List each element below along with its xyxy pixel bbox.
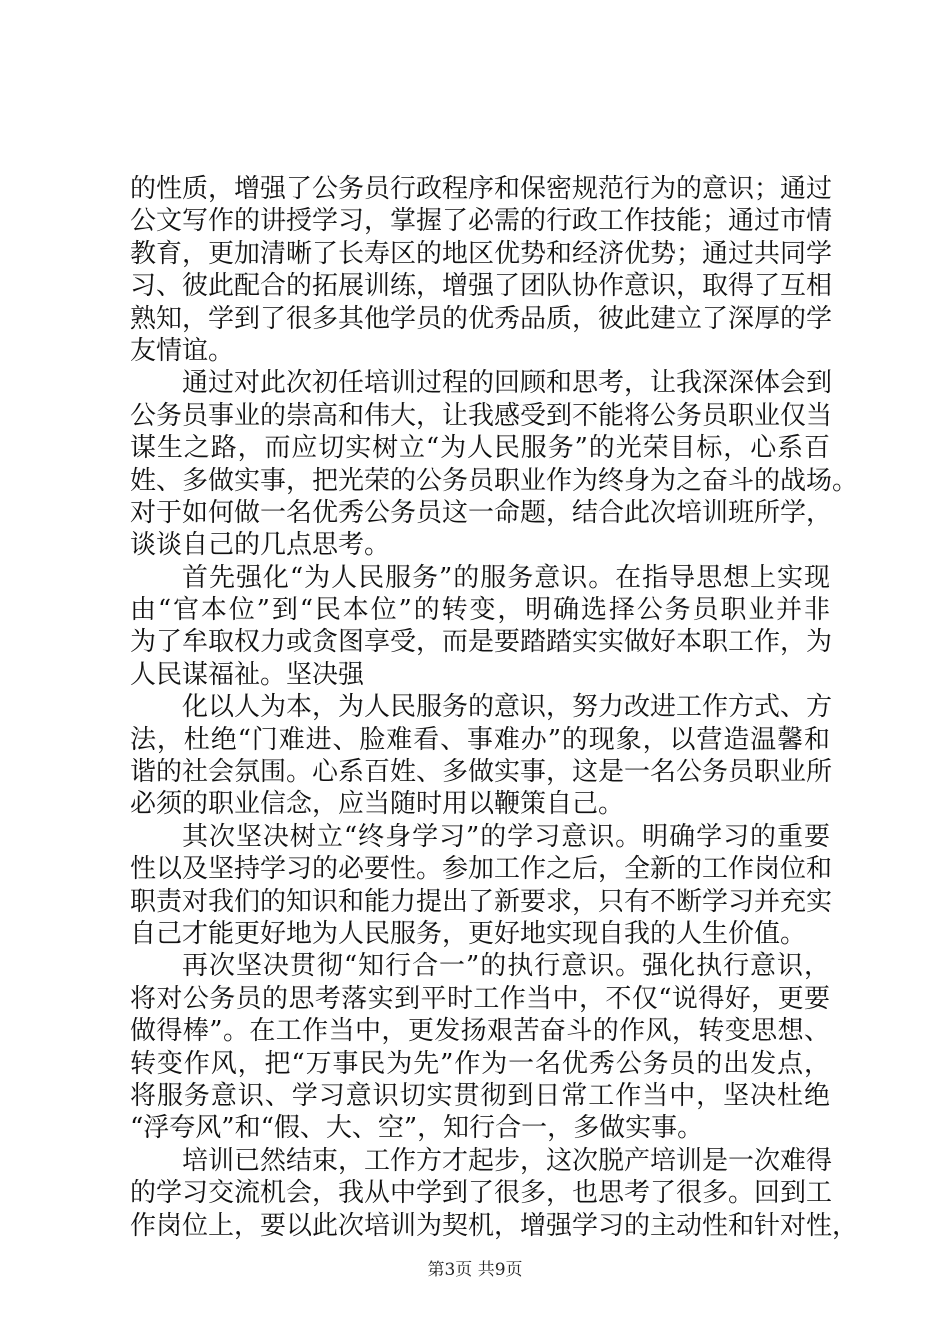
- text-line: 将对公务员的思考落实到平时工作当中，不仅“说得好，更要: [130, 983, 830, 1014]
- text-line: 转变作风，把“万事民为先”作为一名优秀公务员的出发点，: [130, 1048, 830, 1079]
- text-line: 自己才能更好地为人民服务，更好地实现自我的人生价值。: [130, 918, 807, 949]
- text-line: 法，杜绝“门难进、脸难看、事难办”的现象，以营造温馨和: [130, 724, 830, 755]
- page-footer: 第3页 共9页: [427, 1260, 523, 1280]
- text-line: 公文写作的讲授学习，掌握了必需的行政工作技能；通过市情: [130, 206, 833, 237]
- text-line: 谐的社会氛围。心系百姓、多做实事，这是一名公务员职业所: [130, 757, 833, 788]
- text-line: 作岗位上，要以此次培训为契机，增强学习的主动性和针对性，: [130, 1210, 859, 1241]
- text-line: 姓、多做实事，把光荣的公务员职业作为终身为之奋斗的战场。: [130, 465, 859, 496]
- text-line: 的学习交流机会，我从中学到了很多，也思考了很多。回到工: [130, 1178, 833, 1209]
- text-line: 为了牟取权力或贪图享受，而是要踏踏实实做好本职工作，为: [130, 627, 833, 658]
- text-line: “浮夸风”和“假、大、空”，知行合一，多做实事。: [130, 1113, 704, 1144]
- text-line: 职责对我们的知识和能力提出了新要求，只有不断学习并充实: [130, 886, 833, 917]
- body-text: [130, 173, 859, 1242]
- text-line: 谈谈自己的几点思考。: [130, 530, 391, 561]
- text-line: 首先强化“为人民服务”的服务意识。在指导思想上实现: [182, 562, 830, 593]
- text-line: 的性质，增强了公务员行政程序和保密规范行为的意识；通过: [130, 174, 833, 204]
- text-line: 做得棒”。在工作当中，更发扬艰苦奋斗的作风，转变思想、: [130, 1016, 830, 1047]
- text-line: 由“官本位”到“民本位”的转变，明确选择公务员职业并非: [130, 595, 830, 626]
- text-line: 再次坚决贯彻“知行合一”的执行意识。强化执行意识，: [182, 951, 830, 982]
- text-line: 教育，更加清晰了长寿区的地区优势和经济优势；通过共同学: [130, 238, 833, 269]
- text-line: 将服务意识、学习意识切实贯彻到日常工作当中，坚决杜绝: [130, 1080, 830, 1111]
- text-line: 性以及坚持学习的必要性。参加工作之后，全新的工作岗位和: [130, 854, 833, 885]
- text-line: 友情谊。: [130, 335, 235, 366]
- text-line: 其次坚决树立“终身学习”的学习意识。明确学习的重要: [182, 821, 830, 852]
- text-line: 化以人为本，为人民服务的意识，努力改进工作方式、方: [182, 692, 833, 723]
- text-line: 习、彼此配合的拓展训练，增强了团队协作意识，取得了互相: [130, 271, 833, 302]
- text-line: 人民谋福祉。坚决强: [130, 659, 365, 690]
- text-line: 必须的职业信念，应当随时用以鞭策自己。: [130, 789, 625, 820]
- text-line: 谋生之路，而应切实树立“为人民服务”的光荣目标，心系百: [130, 433, 830, 464]
- text-line: 公务员事业的崇高和伟大，让我感受到不能将公务员职业仅当: [130, 400, 833, 431]
- text-line: 培训已然结束，工作方才起步，这次脱产培训是一次难得: [182, 1145, 833, 1176]
- text-line: 熟知，学到了很多其他学员的优秀品质，彼此建立了深厚的学: [130, 303, 833, 334]
- text-line: 通过对此次初任培训过程的回顾和思考，让我深深体会到: [182, 368, 833, 399]
- text-line: 对于如何做一名优秀公务员这一命题，结合此次培训班所学，: [130, 497, 833, 528]
